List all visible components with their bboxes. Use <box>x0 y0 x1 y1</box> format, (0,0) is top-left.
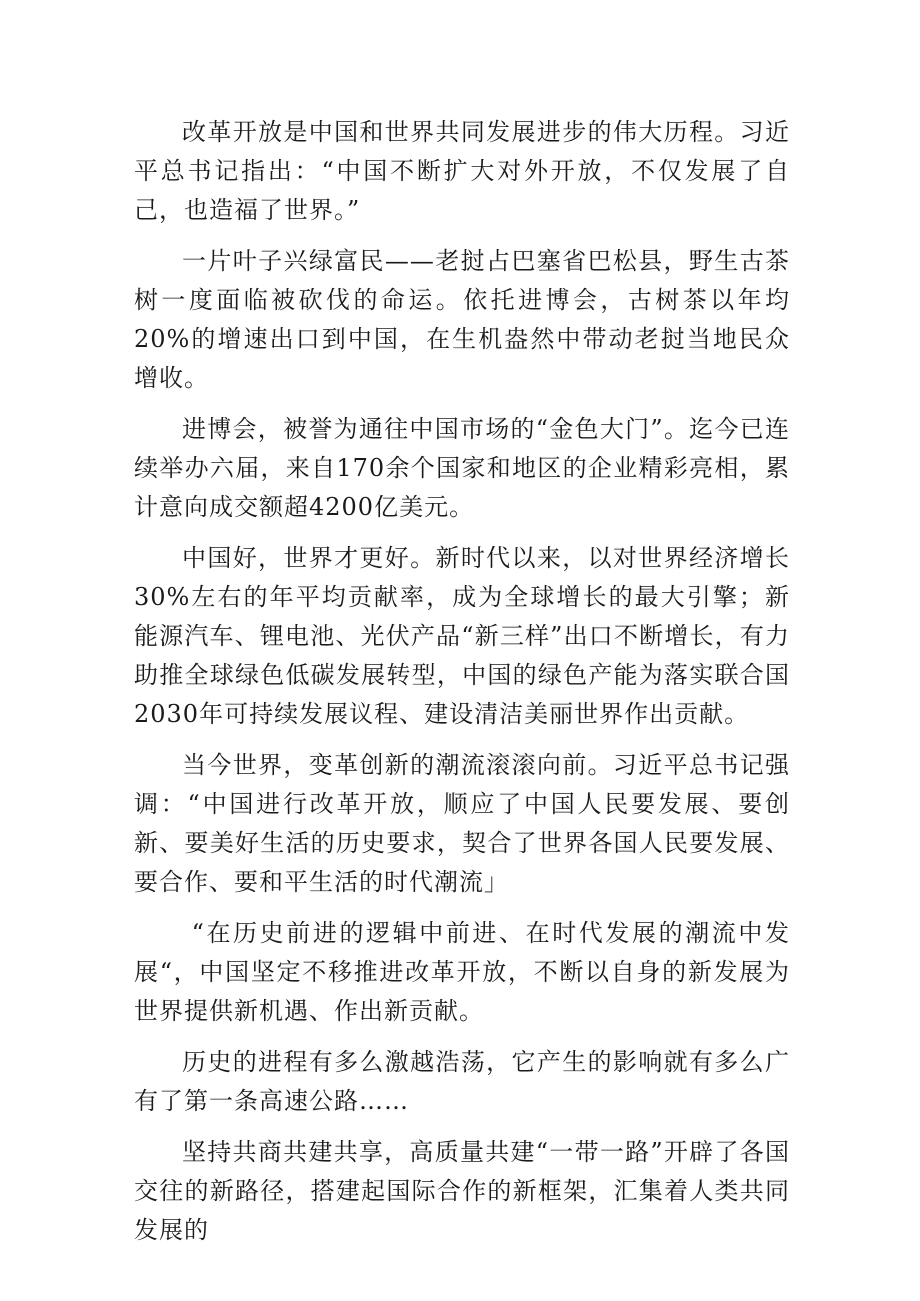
paragraph-4: 中国好，世界才更好。新时代以来，以对世界经济增长30%左右的年平均贡献率，成为全球增长的最大引擎；新能源汽车、锂电池、光伏产品“新三样”出口不断增长，有力助推全球绿色低碳发展转型，中国的绿色产能为落实联合国2030年可持续发展议程、建设清洁美丽世界作出贡献。 <box>134 544 790 728</box>
paragraph-7: 历史的进程有多么激越浩荡，它产生的影响就有多么广有了第一条高速公路…… <box>134 1048 790 1115</box>
paragraph-8: 坚持共商共建共享，高质量共建“一带一路”开辟了各国交往的新路径，搭建起国际合作的新框架，汇集着人类共同发展的 <box>134 1138 790 1244</box>
paragraph-3: 进博会，被誉为通往中国市场的“金色大门”。迄今已连续举办六届，来自170余个国家和地区的企业精彩亮相，累计意向成交额超4200亿美元。 <box>134 415 790 521</box>
document-body <box>134 113 790 1262</box>
paragraph-5: 当今世界，变革创新的潮流滚滚向前。习近平总书记强调：“中国进行改革开放，顺应了中国人民要发展、要创新、要美好生活的历史要求，契合了世界各国人民要发展、要合作、要和平生活的时代潮流」 <box>134 751 790 896</box>
paragraph-1: 改革开放是中国和世界共同发展进步的伟大历程。习近平总书记指出：“中国不断扩大对外开放，不仅发展了自己，也造福了世界。” <box>134 118 790 224</box>
paragraph-6: “在历史前进的逻辑中前进、在时代发展的潮流中发展“，中国坚定不移推进改革开放，不断以自身的新发展为世界提供新机遇、作出新贡献。 <box>134 919 790 1025</box>
paragraph-2: 一片叶子兴绿富民——老挝占巴塞省巴松县，野生古茶树一度面临被砍伐的命运。依托进博会，古树茶以年均20%的增速出口到中国，在生机盎然中带动老挝当地民众增收。 <box>134 247 790 392</box>
